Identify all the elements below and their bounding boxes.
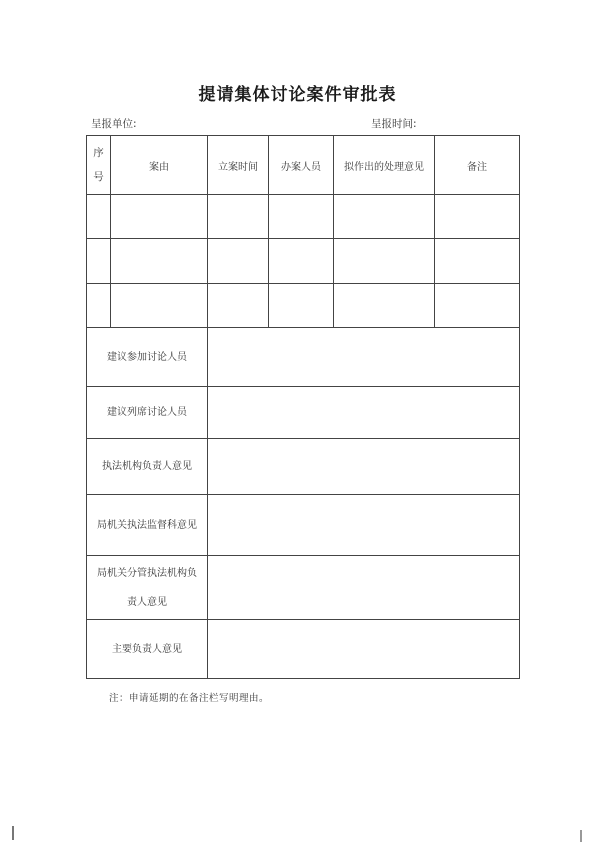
header-filing-time: 立案时间 — [208, 136, 269, 195]
suggested-attendees-field[interactable] — [208, 387, 520, 439]
case-reason-cell[interactable] — [111, 284, 208, 328]
chief-opinion-row — [87, 620, 520, 679]
case-handlers-cell[interactable] — [269, 239, 334, 284]
header-proposed-opinion: 拟作出的处理意见 — [334, 136, 435, 195]
remarks-cell[interactable] — [435, 195, 520, 239]
supervision-dept-opinion-row — [87, 495, 520, 556]
filing-time-cell[interactable] — [208, 239, 269, 284]
table-row — [87, 239, 520, 284]
scan-edge-mark-left — [12, 826, 14, 840]
header-row — [87, 136, 520, 195]
header-case-handlers: 办案人员 — [269, 136, 334, 195]
deputy-opinion-label — [87, 556, 208, 620]
suggested-attendees-row — [87, 387, 520, 439]
proposed-opinion-cell[interactable] — [334, 195, 435, 239]
seq-cell[interactable] — [87, 195, 111, 239]
case-reason-cell[interactable] — [111, 195, 208, 239]
submitting-unit-label: 呈报单位: — [91, 118, 137, 130]
filing-time-cell[interactable] — [208, 195, 269, 239]
scan-edge-mark-right — [580, 830, 582, 842]
deputy-opinion-field[interactable] — [208, 556, 520, 620]
deputy-opinion-label-line1: 局机关分管执法机构负 — [97, 567, 197, 579]
proposed-opinion-cell[interactable] — [334, 284, 435, 328]
header-seq-top: 序 — [93, 147, 104, 159]
deputy-opinion-row — [87, 556, 520, 620]
form-title: 提请集体讨论案件审批表 — [198, 85, 397, 105]
case-handlers-cell[interactable] — [269, 195, 334, 239]
approval-form-table — [86, 135, 520, 679]
suggested-participants-label: 建议参加讨论人员 — [87, 328, 208, 387]
header-seq — [87, 136, 111, 195]
table-row — [87, 284, 520, 328]
chief-opinion-field[interactable] — [208, 620, 520, 679]
footnote: 注：申请延期的在备注栏写明理由。 — [109, 693, 270, 704]
deputy-opinion-label-line2: 责人意见 — [127, 596, 167, 608]
chief-opinion-label: 主要负责人意见 — [87, 620, 208, 679]
header-case-reason: 案由 — [111, 136, 208, 195]
case-reason-cell[interactable] — [111, 239, 208, 284]
header-remarks: 备注 — [435, 136, 520, 195]
enforcement-head-opinion-row — [87, 439, 520, 495]
enforcement-head-opinion-field[interactable] — [208, 439, 520, 495]
supervision-dept-opinion-label: 局机关执法监督科意见 — [87, 495, 208, 556]
case-handlers-cell[interactable] — [269, 284, 334, 328]
enforcement-head-opinion-label: 执法机构负责人意见 — [87, 439, 208, 495]
remarks-cell[interactable] — [435, 239, 520, 284]
suggested-attendees-label: 建议列席讨论人员 — [87, 387, 208, 439]
supervision-dept-opinion-field[interactable] — [208, 495, 520, 556]
seq-cell[interactable] — [87, 284, 111, 328]
suggested-participants-field[interactable] — [208, 328, 520, 387]
seq-cell[interactable] — [87, 239, 111, 284]
suggested-participants-row — [87, 328, 520, 387]
remarks-cell[interactable] — [435, 284, 520, 328]
filing-time-cell[interactable] — [208, 284, 269, 328]
proposed-opinion-cell[interactable] — [334, 239, 435, 284]
table-row — [87, 195, 520, 239]
header-seq-bottom: 号 — [93, 171, 104, 183]
submission-time-label: 呈报时间: — [371, 118, 417, 130]
